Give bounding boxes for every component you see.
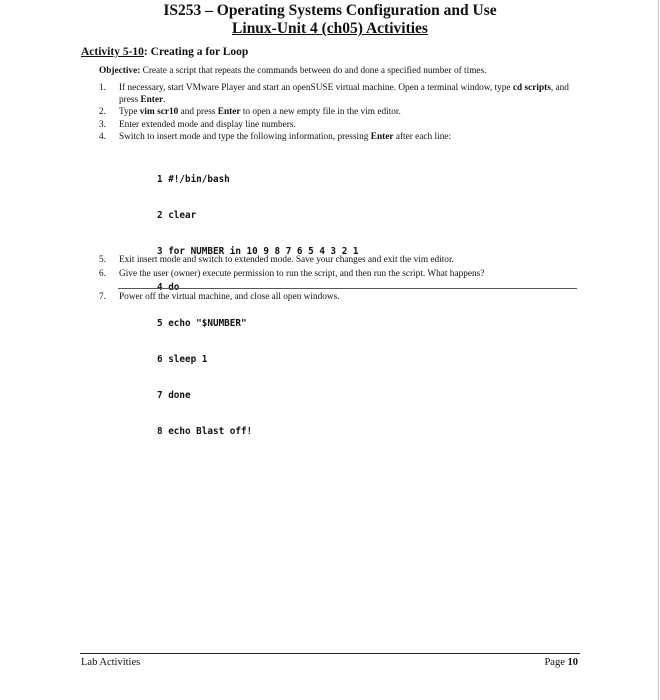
code-line-4: 4 do — [157, 282, 180, 293]
code-line-3: 3 for NUMBER in 10 9 8 7 6 5 4 3 2 1 — [157, 246, 359, 257]
step-number: 7. — [99, 292, 106, 302]
key-name: Enter — [370, 132, 394, 142]
unit-title: Linux-Unit 4 (ch05) Activities — [232, 20, 428, 37]
code-line-7: 7 done — [157, 390, 191, 401]
step-7 — [99, 292, 579, 304]
command-text: vim scr10 — [139, 107, 179, 117]
steps-list-after-code — [99, 255, 579, 282]
code-line-5: 5 echo "$NUMBER" — [157, 318, 247, 329]
step-text: Give the user (owner) execute permission to run the script, and then run the script. What happens? — [119, 268, 485, 279]
key-name: Enter — [140, 94, 164, 105]
step-text: , and press — [119, 83, 569, 105]
step-number: 1. — [99, 83, 106, 93]
footer-divider — [80, 653, 580, 654]
step-text: to open a new empty file in the vim editor. — [240, 107, 401, 117]
step-text: . — [163, 94, 166, 105]
step-2 — [99, 107, 579, 119]
objective — [99, 65, 487, 77]
activity-id: Activity 5-10 — [81, 46, 144, 58]
step-text: after each line: — [393, 132, 452, 142]
step-number: 6. — [99, 268, 106, 279]
code-line-6: 6 sleep 1 — [157, 354, 208, 365]
step-4 — [99, 132, 579, 144]
activity-title: Creating a for Loop — [150, 46, 249, 58]
step-text: Exit insert mode and switch to extended mode. Save your changes and exit the vim editor. — [119, 255, 454, 265]
footer-section-label: Lab Activities — [81, 657, 141, 668]
step-1 — [99, 83, 579, 106]
code-line-8: 8 echo Blast off! — [157, 426, 253, 437]
course-title: IS253 – Operating Systems Configuration and Use — [163, 2, 497, 19]
page-number: 10 — [567, 657, 578, 668]
activity-heading — [81, 45, 248, 59]
page-label: Page — [544, 657, 568, 668]
steps-list-before-code — [99, 83, 579, 145]
objective-text: Create a script that repeats the commands between do and done a specified number of times. — [140, 66, 487, 76]
final-step-list — [99, 292, 579, 304]
step-text: Enter extended mode and display line numbers. — [119, 119, 296, 130]
objective-label: Objective: — [99, 66, 141, 76]
step-6 — [99, 269, 579, 281]
command-text: cd scripts — [512, 83, 551, 93]
step-number: 2. — [99, 107, 106, 117]
answer-line[interactable] — [118, 288, 577, 289]
code-line-2: 2 clear — [157, 210, 197, 221]
code-line-1: 1 #!/bin/bash — [157, 174, 230, 185]
footer-page-number — [544, 656, 578, 669]
step-text: Type — [119, 107, 140, 117]
activity-separator: : — [143, 46, 151, 58]
step-text: and press — [178, 107, 218, 117]
step-number: 3. — [99, 119, 106, 130]
document-header — [0, 2, 660, 38]
step-number: 5. — [99, 255, 106, 265]
step-text: Switch to insert mode and type the following information, pressing — [119, 132, 371, 142]
step-text: Power off the virtual machine, and close all open windows. — [119, 292, 340, 302]
step-number: 4. — [99, 132, 106, 142]
key-name: Enter — [217, 107, 241, 117]
step-text: If necessary, start VMware Player and start an openSUSE virtual machine. Open a terminal window, type — [119, 83, 513, 93]
step-5 — [99, 255, 579, 267]
step-3 — [99, 120, 579, 132]
